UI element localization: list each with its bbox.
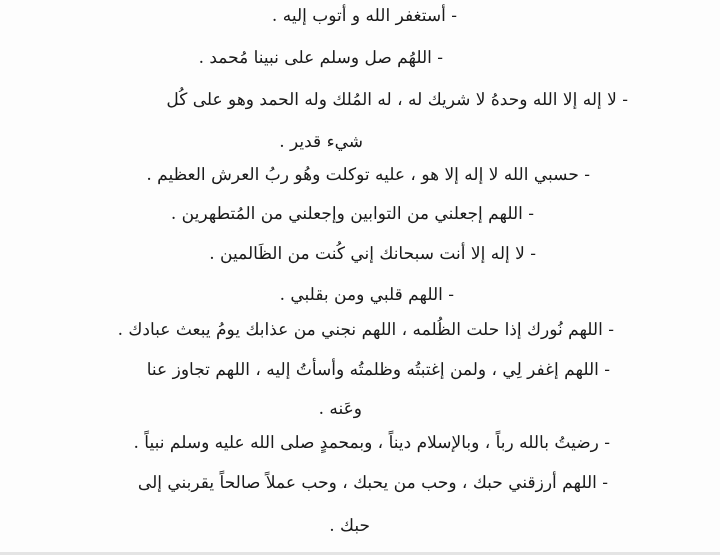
text-line: - لا إله إلا الله وحدهُ لا شريك له ، له المُلك وله الحمد وهو على كُل	[166, 90, 628, 110]
text-line: - اللهم إجعلني من التوابين وإجعلني من المُتطهرين .	[170, 204, 534, 224]
text-line: - اللهم أرزقني حبك ، وحب من يحبك ، وحب عملاً صالحاً يقربني إلى	[137, 473, 608, 493]
text-line: شيء قدير .	[279, 132, 363, 152]
text-line: - اللهم إغفر لِي ، ولمن إغتبتُه وظلمتُه وأسأتُ إليه ، اللهم تجاوز عنا	[146, 360, 610, 380]
text-line: - حسبي الله لا إله إلا هو ، عليه توكلت وهُو ربُ العرش العظيم .	[146, 165, 590, 185]
text-line: - اللهُم صل وسلم على نبينا مُحمد .	[198, 48, 443, 68]
text-line: - اللهم قلبي ومن بقلبي .	[279, 285, 454, 305]
text-line: - لا إله إلا أنت سبحانك إني كُنت من الظَالمين .	[209, 244, 536, 264]
text-line: - اللهم نُورك إذا حلت الظُلمه ، اللهم نجني من عذابك يومُ يبعث عبادك .	[117, 320, 614, 340]
text-line: وعَنه .	[318, 399, 362, 419]
text-line: - أستغفر الله و أتوب إليه .	[271, 6, 457, 26]
text-line: - رضيتُ بالله رباً ، وبالإسلام ديناً ، وبمحمدٍ صلى الله عليه وسلم نبياً .	[133, 433, 610, 453]
text-line: حبك .	[329, 516, 370, 536]
